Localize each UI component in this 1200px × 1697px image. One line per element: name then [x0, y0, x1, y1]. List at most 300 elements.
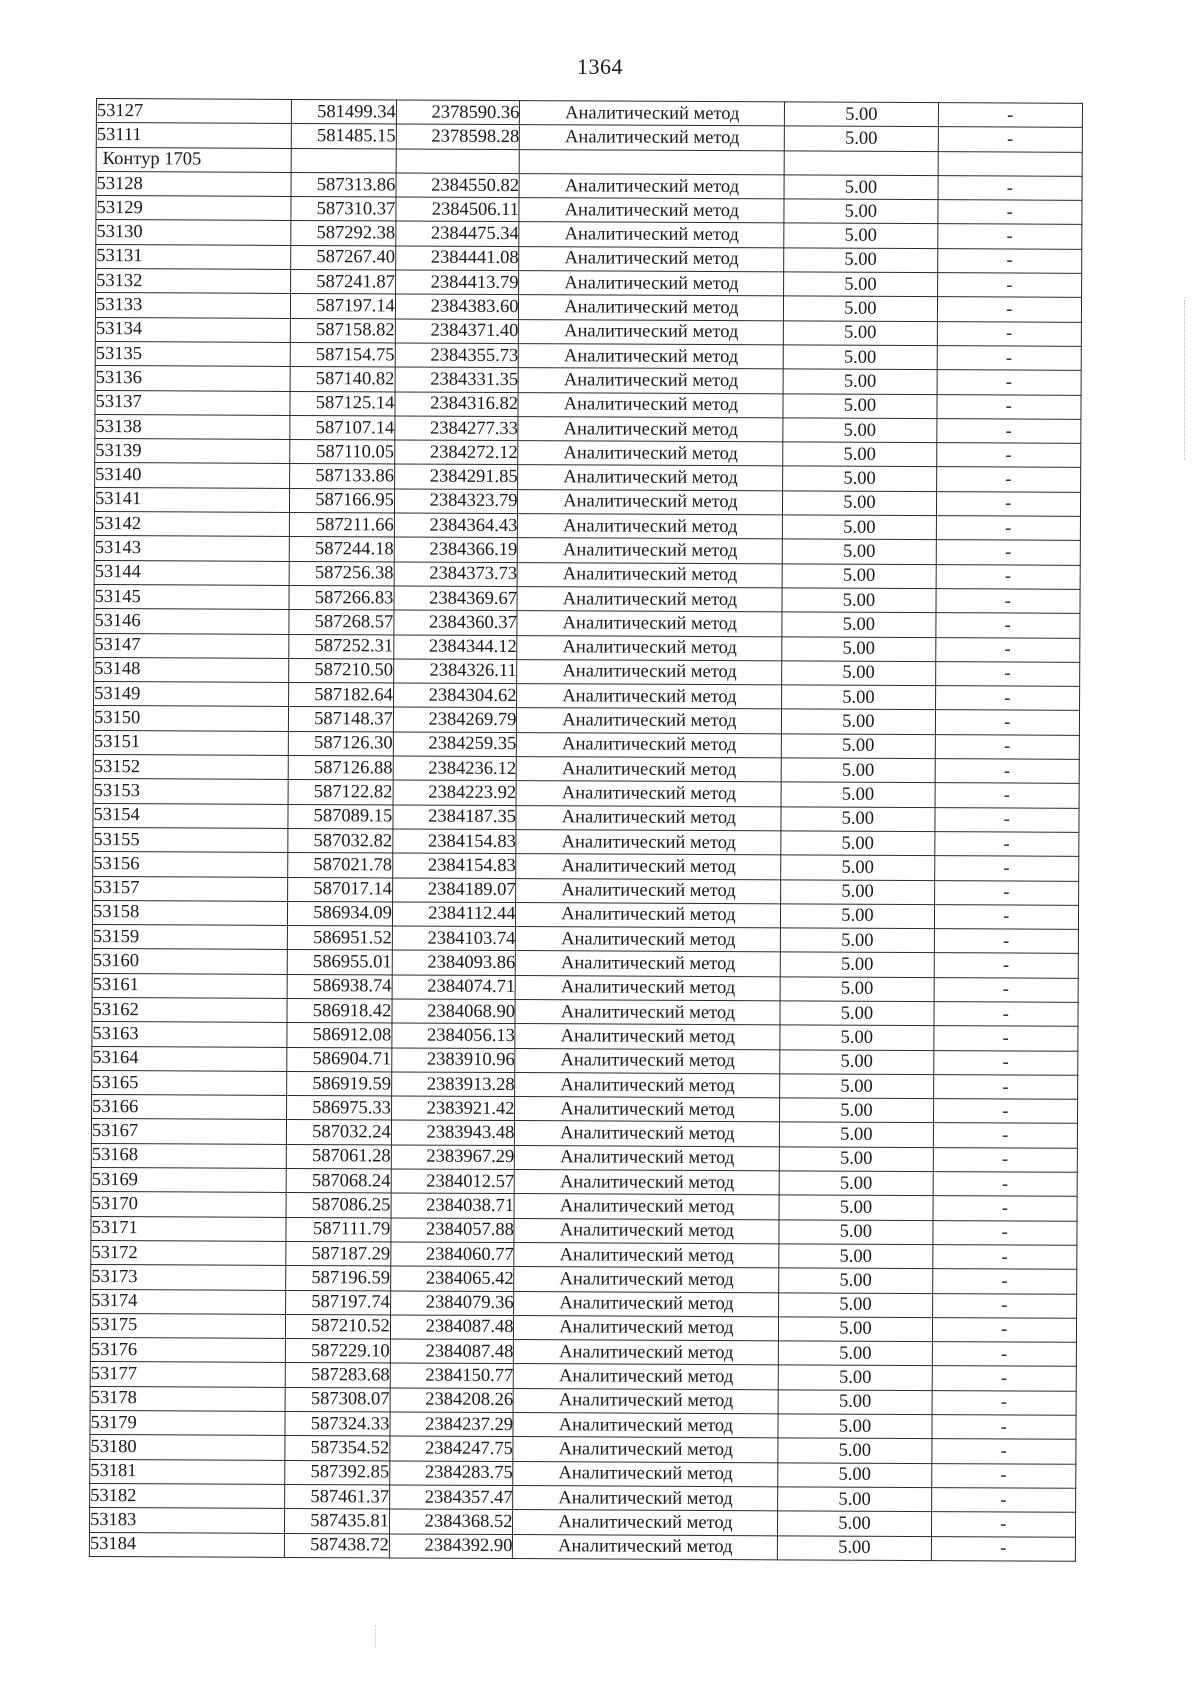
tolerance-cell: 5.00	[781, 806, 934, 831]
y-coordinate-cell: 2384331.35	[395, 367, 519, 392]
x-coordinate-cell: 587111.79	[286, 1217, 391, 1242]
tolerance-cell: 5.00	[780, 1122, 933, 1147]
note-cell: -	[931, 1488, 1076, 1513]
method-cell: Аналитический метод	[513, 1437, 778, 1463]
x-coordinate-cell: 587061.28	[286, 1144, 391, 1169]
x-coordinate-cell: 587292.38	[291, 221, 396, 246]
x-coordinate-cell: 587211.66	[289, 512, 394, 537]
x-coordinate-cell: 587283.68	[285, 1363, 390, 1388]
point-id-cell: 53155	[93, 827, 288, 852]
note-cell: -	[933, 1074, 1078, 1099]
tolerance-cell: 5.00	[779, 1341, 932, 1366]
note-cell: -	[937, 200, 1082, 225]
point-id-cell: 53169	[91, 1168, 286, 1193]
tolerance-cell: 5.00	[781, 855, 934, 880]
method-cell: Аналитический метод	[517, 659, 782, 685]
method-cell: Аналитический метод	[513, 1534, 778, 1560]
x-coordinate-cell: 586975.33	[286, 1096, 391, 1121]
note-cell: -	[935, 710, 1080, 735]
x-coordinate-cell: 587158.82	[290, 318, 395, 343]
note-cell: -	[931, 1439, 1076, 1464]
note-cell: -	[936, 467, 1081, 492]
tolerance-cell: 5.00	[781, 782, 934, 807]
method-cell: Аналитический метод	[519, 246, 784, 272]
note-cell: -	[936, 540, 1081, 565]
note-cell: -	[937, 224, 1082, 249]
point-id-cell: 53129	[96, 196, 291, 221]
note-cell: -	[936, 443, 1081, 468]
x-coordinate-cell: 587210.52	[285, 1314, 390, 1339]
method-cell: Аналитический метод	[514, 1218, 779, 1244]
tolerance-cell: 5.00	[784, 296, 937, 321]
x-coordinate-cell: 587354.52	[285, 1436, 390, 1461]
method-cell: Аналитический метод	[518, 465, 783, 491]
y-coordinate-cell: 2384087.48	[390, 1339, 514, 1364]
method-cell: Аналитический метод	[515, 1048, 780, 1074]
y-coordinate-cell: 2384392.90	[389, 1533, 513, 1558]
scan-artifact	[1184, 300, 1185, 460]
point-id-cell: 53133	[95, 293, 290, 318]
rows-top	[96, 99, 1082, 152]
tolerance-cell: 5.00	[783, 539, 936, 564]
note-cell: -	[931, 1415, 1076, 1440]
point-id-cell: 53172	[91, 1240, 286, 1265]
tolerance-cell: 5.00	[783, 442, 936, 467]
y-coordinate-cell: 2384366.19	[394, 537, 518, 562]
tolerance-cell: 5.00	[781, 952, 934, 977]
y-coordinate-cell: 2384506.11	[396, 197, 520, 222]
y-coordinate-cell: 2383967.29	[391, 1145, 515, 1170]
y-coordinate-cell: 2384103.74	[392, 926, 516, 951]
x-coordinate-cell: 587068.24	[286, 1169, 391, 1194]
x-coordinate-cell: 587267.40	[290, 245, 395, 270]
y-coordinate-cell: 2384056.13	[392, 1023, 516, 1048]
method-cell: Аналитический метод	[514, 1388, 779, 1414]
scan-artifact	[375, 1625, 376, 1647]
coordinates-table	[89, 98, 1083, 1562]
y-coordinate-cell: 2384208.26	[390, 1388, 514, 1413]
note-cell: -	[935, 637, 1080, 662]
note-cell: -	[932, 1220, 1077, 1245]
method-cell: Аналитический метод	[519, 271, 784, 297]
x-coordinate-cell: 587166.95	[289, 488, 394, 513]
y-coordinate-cell: 2383921.42	[391, 1096, 515, 1121]
x-coordinate-cell: 587210.50	[288, 658, 393, 683]
x-coordinate-cell: 586912.08	[287, 1023, 392, 1048]
y-coordinate-cell: 2384277.33	[395, 416, 519, 441]
tolerance-cell: 5.00	[779, 1268, 932, 1293]
x-coordinate-cell: 586904.71	[287, 1047, 392, 1072]
method-cell: Аналитический метод	[515, 1097, 780, 1123]
x-coordinate-cell: 587187.29	[286, 1241, 391, 1266]
point-id-cell: 53136	[95, 366, 290, 391]
point-id-cell: 53162	[92, 997, 287, 1022]
y-coordinate-cell: 2384154.83	[393, 853, 517, 878]
method-cell: Аналитический метод	[514, 1267, 779, 1293]
y-coordinate-cell: 2384316.82	[395, 392, 519, 417]
point-id-cell: 53156	[93, 852, 288, 877]
point-id-cell: 53138	[95, 414, 290, 439]
note-cell: -	[933, 1050, 1078, 1075]
point-id-cell: 53158	[92, 900, 287, 925]
y-coordinate-cell: 2384079.36	[390, 1291, 514, 1316]
point-id-cell: 53164	[92, 1046, 287, 1071]
tolerance-cell: 5.00	[783, 418, 936, 443]
note-cell: -	[934, 832, 1079, 857]
point-id-cell: 53134	[95, 317, 290, 342]
y-coordinate-cell: 2384057.88	[391, 1218, 515, 1243]
x-coordinate-cell: 587154.75	[290, 342, 395, 367]
y-coordinate-cell: 2384291.85	[394, 464, 518, 489]
method-cell: Аналитический метод	[518, 514, 783, 540]
y-coordinate-cell: 2384344.12	[394, 634, 518, 659]
tolerance-cell: 5.00	[784, 272, 937, 297]
tolerance-cell: 5.00	[781, 904, 934, 929]
y-coordinate-cell: 2384304.62	[393, 683, 517, 708]
point-id-cell: 53147	[94, 633, 289, 658]
tolerance-cell: 5.00	[783, 466, 936, 491]
method-cell: Аналитический метод	[518, 416, 783, 442]
tolerance-cell: 5.00	[780, 1049, 933, 1074]
empty-cell	[520, 149, 785, 175]
tolerance-cell: 5.00	[779, 1195, 932, 1220]
empty-cell	[291, 148, 396, 173]
y-coordinate-cell: 2384383.60	[395, 294, 519, 319]
point-id-cell: 53128	[96, 171, 291, 196]
note-cell: -	[933, 1147, 1078, 1172]
table-row	[89, 1532, 1075, 1561]
x-coordinate-cell: 587126.88	[288, 755, 393, 780]
empty-cell	[784, 150, 937, 175]
x-coordinate-cell: 581499.34	[291, 99, 396, 124]
x-coordinate-cell: 587241.87	[290, 270, 395, 295]
note-cell: -	[938, 127, 1083, 152]
method-cell: Аналитический метод	[515, 1000, 780, 1026]
point-id-cell: 53154	[93, 803, 288, 828]
note-cell: -	[931, 1463, 1076, 1488]
tolerance-cell: 5.00	[779, 1365, 932, 1390]
y-coordinate-cell: 2384012.57	[391, 1169, 515, 1194]
point-id-cell: 53145	[94, 584, 289, 609]
y-coordinate-cell: 2384283.75	[390, 1461, 514, 1486]
method-cell: Аналитический метод	[514, 1243, 779, 1269]
y-coordinate-cell: 2384223.92	[393, 780, 517, 805]
note-cell: -	[938, 103, 1083, 128]
y-coordinate-cell: 2384060.77	[391, 1242, 515, 1267]
y-coordinate-cell: 2384371.40	[395, 319, 519, 344]
point-id-cell: 53160	[92, 949, 287, 974]
y-coordinate-cell: 2384187.35	[393, 805, 517, 830]
point-id-cell: 53168	[91, 1143, 286, 1168]
x-coordinate-cell: 581485.15	[291, 124, 396, 149]
x-coordinate-cell: 587182.64	[288, 683, 393, 708]
tolerance-cell: 5.00	[782, 564, 935, 589]
note-cell: -	[938, 176, 1083, 201]
y-coordinate-cell: 2384360.37	[394, 610, 518, 635]
y-coordinate-cell: 2384236.12	[393, 756, 517, 781]
x-coordinate-cell: 586918.42	[287, 998, 392, 1023]
point-id-cell: 53127	[96, 99, 291, 124]
note-cell: -	[932, 1293, 1077, 1318]
tolerance-cell: 5.00	[782, 685, 935, 710]
note-cell: -	[933, 1196, 1078, 1221]
empty-cell	[938, 151, 1083, 176]
point-id-cell: 53140	[95, 463, 290, 488]
tolerance-cell: 5.00	[784, 175, 937, 200]
note-cell: -	[933, 1026, 1078, 1051]
x-coordinate-cell: 587392.85	[285, 1460, 390, 1485]
tolerance-cell: 5.00	[779, 1244, 932, 1269]
x-coordinate-cell: 587438.72	[284, 1533, 389, 1558]
x-coordinate-cell: 587197.74	[285, 1290, 390, 1315]
method-cell: Аналитический метод	[516, 829, 781, 855]
x-coordinate-cell: 586919.59	[286, 1071, 391, 1096]
tolerance-cell: 5.00	[783, 369, 936, 394]
x-coordinate-cell: 587126.30	[288, 731, 393, 756]
note-cell: -	[933, 1002, 1078, 1027]
y-coordinate-cell: 2384093.86	[392, 950, 516, 975]
tolerance-cell: 5.00	[782, 636, 935, 661]
x-coordinate-cell: 586934.09	[287, 901, 392, 926]
point-id-cell: 53130	[96, 220, 291, 245]
tolerance-cell: 5.00	[780, 1098, 933, 1123]
method-cell: Аналитический метод	[516, 878, 781, 904]
x-coordinate-cell: 587032.24	[286, 1120, 391, 1145]
point-id-cell: 53150	[93, 706, 288, 731]
y-coordinate-cell: 2384369.67	[394, 586, 518, 611]
y-coordinate-cell: 2384087.48	[390, 1315, 514, 1340]
note-cell: -	[936, 589, 1081, 614]
point-id-cell: 53179	[90, 1411, 285, 1436]
point-id-cell: 53149	[94, 682, 289, 707]
method-cell: Аналитический метод	[516, 805, 781, 831]
tolerance-cell: 5.00	[781, 879, 934, 904]
point-id-cell: 53139	[95, 439, 290, 464]
x-coordinate-cell: 587133.86	[289, 464, 394, 489]
note-cell: -	[932, 1390, 1077, 1415]
method-cell: Аналитический метод	[518, 538, 783, 564]
note-cell: -	[932, 1317, 1077, 1342]
tolerance-cell: 5.00	[784, 199, 937, 224]
tolerance-cell: 5.00	[780, 1074, 933, 1099]
tolerance-cell: 5.00	[778, 1390, 931, 1415]
method-cell: Аналитический метод	[515, 1024, 780, 1050]
y-coordinate-cell: 2384065.42	[391, 1266, 515, 1291]
point-id-cell: 53151	[93, 730, 288, 755]
note-cell: -	[937, 273, 1082, 298]
x-coordinate-cell: 587032.82	[288, 828, 393, 853]
x-coordinate-cell: 587461.37	[284, 1484, 389, 1509]
point-id-cell: 53165	[92, 1070, 287, 1095]
method-cell: Аналитический метод	[518, 562, 783, 588]
method-cell: Аналитический метод	[514, 1315, 779, 1341]
tolerance-cell: 5.00	[785, 126, 938, 151]
method-cell: Аналитический метод	[513, 1485, 778, 1511]
point-id-cell: 53132	[96, 269, 291, 294]
note-cell: -	[933, 1123, 1078, 1148]
tolerance-cell: 5.00	[784, 321, 937, 346]
method-cell: Аналитический метод	[517, 708, 782, 734]
tolerance-cell: 5.00	[782, 661, 935, 686]
method-cell: Аналитический метод	[517, 611, 782, 637]
x-coordinate-cell: 587268.57	[289, 610, 394, 635]
note-cell: -	[936, 394, 1081, 419]
x-coordinate-cell: 587229.10	[285, 1339, 390, 1364]
note-cell: -	[934, 807, 1079, 832]
note-cell: -	[937, 297, 1082, 322]
x-coordinate-cell: 587021.78	[287, 853, 392, 878]
note-cell: -	[935, 661, 1080, 686]
method-cell: Аналитический метод	[520, 173, 785, 199]
x-coordinate-cell: 587110.05	[289, 440, 394, 465]
contour-label: Контур 1705	[96, 147, 291, 172]
point-id-cell: 53161	[92, 973, 287, 998]
method-cell: Аналитический метод	[517, 732, 782, 758]
note-cell: -	[936, 516, 1081, 541]
x-coordinate-cell: 587310.37	[291, 197, 396, 222]
tolerance-cell: 5.00	[778, 1438, 931, 1463]
point-id-cell: 53171	[91, 1216, 286, 1241]
tolerance-cell: 5.00	[779, 1317, 932, 1342]
x-coordinate-cell: 587148.37	[288, 707, 393, 732]
y-coordinate-cell: 2384272.12	[395, 440, 519, 465]
method-cell: Аналитический метод	[519, 295, 784, 321]
note-cell: -	[932, 1269, 1077, 1294]
y-coordinate-cell: 2384247.75	[390, 1436, 514, 1461]
note-cell: -	[937, 370, 1082, 395]
x-coordinate-cell: 586955.01	[287, 950, 392, 975]
x-coordinate-cell: 586938.74	[287, 974, 392, 999]
method-cell: Аналитический метод	[515, 1170, 780, 1196]
x-coordinate-cell: 587324.33	[285, 1411, 390, 1436]
y-coordinate-cell: 2384441.08	[395, 246, 519, 271]
tolerance-cell: 5.00	[779, 1220, 932, 1245]
y-coordinate-cell: 2384413.79	[395, 270, 519, 295]
x-coordinate-cell: 586951.52	[287, 926, 392, 951]
note-cell: -	[931, 1536, 1076, 1561]
point-id-cell: 53178	[90, 1386, 285, 1411]
tolerance-cell: 5.00	[778, 1414, 931, 1439]
x-coordinate-cell: 587197.14	[290, 294, 395, 319]
y-coordinate-cell: 2383943.48	[391, 1120, 515, 1145]
x-coordinate-cell: 587244.18	[289, 537, 394, 562]
point-id-cell: 53148	[94, 657, 289, 682]
x-coordinate-cell: 587017.14	[287, 877, 392, 902]
point-id-cell: 53153	[93, 779, 288, 804]
y-coordinate-cell: 2384326.11	[393, 659, 517, 684]
y-coordinate-cell: 2384154.83	[393, 829, 517, 854]
tolerance-cell: 5.00	[779, 1292, 932, 1317]
method-cell: Аналитический метод	[514, 1364, 779, 1390]
point-id-cell: 53144	[94, 560, 289, 585]
x-coordinate-cell: 587122.82	[288, 780, 393, 805]
tolerance-cell: 5.00	[783, 491, 936, 516]
x-coordinate-cell: 587196.59	[285, 1266, 390, 1291]
y-coordinate-cell: 2378598.28	[396, 124, 520, 149]
point-id-cell: 53167	[91, 1119, 286, 1144]
note-cell: -	[931, 1512, 1076, 1537]
y-coordinate-cell: 2384269.79	[393, 707, 517, 732]
note-cell: -	[935, 734, 1080, 759]
tolerance-cell: 5.00	[782, 612, 935, 637]
tolerance-cell: 5.00	[778, 1462, 931, 1487]
method-cell: Аналитический метод	[516, 927, 781, 953]
method-cell: Аналитический метод	[520, 101, 785, 127]
tolerance-cell: 5.00	[780, 1147, 933, 1172]
note-cell: -	[937, 248, 1082, 273]
point-id-cell: 53137	[95, 390, 290, 415]
method-cell: Аналитический метод	[516, 975, 781, 1001]
point-id-cell: 53181	[90, 1459, 285, 1484]
tolerance-cell: 5.00	[781, 831, 934, 856]
y-coordinate-cell: 2384357.47	[389, 1485, 513, 1510]
point-id-cell: 53163	[92, 1022, 287, 1047]
tolerance-cell: 5.00	[781, 928, 934, 953]
tolerance-cell: 5.00	[783, 515, 936, 540]
point-id-cell: 53135	[95, 341, 290, 366]
y-coordinate-cell: 2384038.71	[391, 1193, 515, 1218]
x-coordinate-cell: 587086.25	[286, 1193, 391, 1218]
method-cell: Аналитический метод	[515, 1121, 780, 1147]
note-cell: -	[933, 1099, 1078, 1124]
y-coordinate-cell: 2378590.36	[396, 100, 520, 125]
point-id-cell: 53143	[94, 536, 289, 561]
y-coordinate-cell: 2384237.29	[390, 1412, 514, 1437]
tolerance-cell: 5.00	[784, 223, 937, 248]
method-cell: Аналитический метод	[516, 902, 781, 928]
method-cell: Аналитический метод	[515, 1072, 780, 1098]
method-cell: Аналитический метод	[516, 854, 781, 880]
y-coordinate-cell: 2384112.44	[392, 902, 516, 927]
y-coordinate-cell: 2384189.07	[392, 877, 516, 902]
method-cell: Аналитический метод	[518, 441, 783, 467]
note-cell: -	[935, 783, 1080, 808]
point-id-cell: 53166	[92, 1095, 287, 1120]
method-cell: Аналитический метод	[517, 757, 782, 783]
point-id-cell: 53131	[96, 244, 291, 269]
note-cell: -	[935, 613, 1080, 638]
note-cell: -	[936, 418, 1081, 443]
point-id-cell: 53176	[90, 1338, 285, 1363]
method-cell: Аналитический метод	[515, 1145, 780, 1171]
note-cell: -	[934, 880, 1079, 905]
y-coordinate-cell: 2383913.28	[391, 1072, 515, 1097]
y-coordinate-cell: 2384323.79	[394, 489, 518, 514]
tolerance-cell: 5.00	[782, 588, 935, 613]
note-cell: -	[935, 686, 1080, 711]
x-coordinate-cell: 587252.31	[289, 634, 394, 659]
point-id-cell: 53175	[90, 1313, 285, 1338]
point-id-cell: 53111	[96, 123, 291, 148]
y-coordinate-cell: 2384068.90	[392, 999, 516, 1024]
note-cell: -	[933, 1172, 1078, 1197]
method-cell: Аналитический метод	[516, 951, 781, 977]
point-id-cell: 53173	[91, 1265, 286, 1290]
tolerance-cell: 5.00	[781, 758, 934, 783]
method-cell: Аналитический метод	[518, 392, 783, 418]
method-cell: Аналитический метод	[515, 1194, 780, 1220]
note-cell: -	[932, 1245, 1077, 1270]
method-cell: Аналитический метод	[520, 125, 785, 151]
x-coordinate-cell: 587308.07	[285, 1387, 390, 1412]
page-number: 1364	[577, 54, 623, 79]
method-cell: Аналитический метод	[519, 198, 784, 224]
point-id-cell: 53141	[94, 487, 289, 512]
tolerance-cell: 5.00	[779, 1171, 932, 1196]
method-cell: Аналитический метод	[519, 319, 784, 345]
x-coordinate-cell: 587266.83	[289, 585, 394, 610]
point-id-cell: 53177	[90, 1362, 285, 1387]
